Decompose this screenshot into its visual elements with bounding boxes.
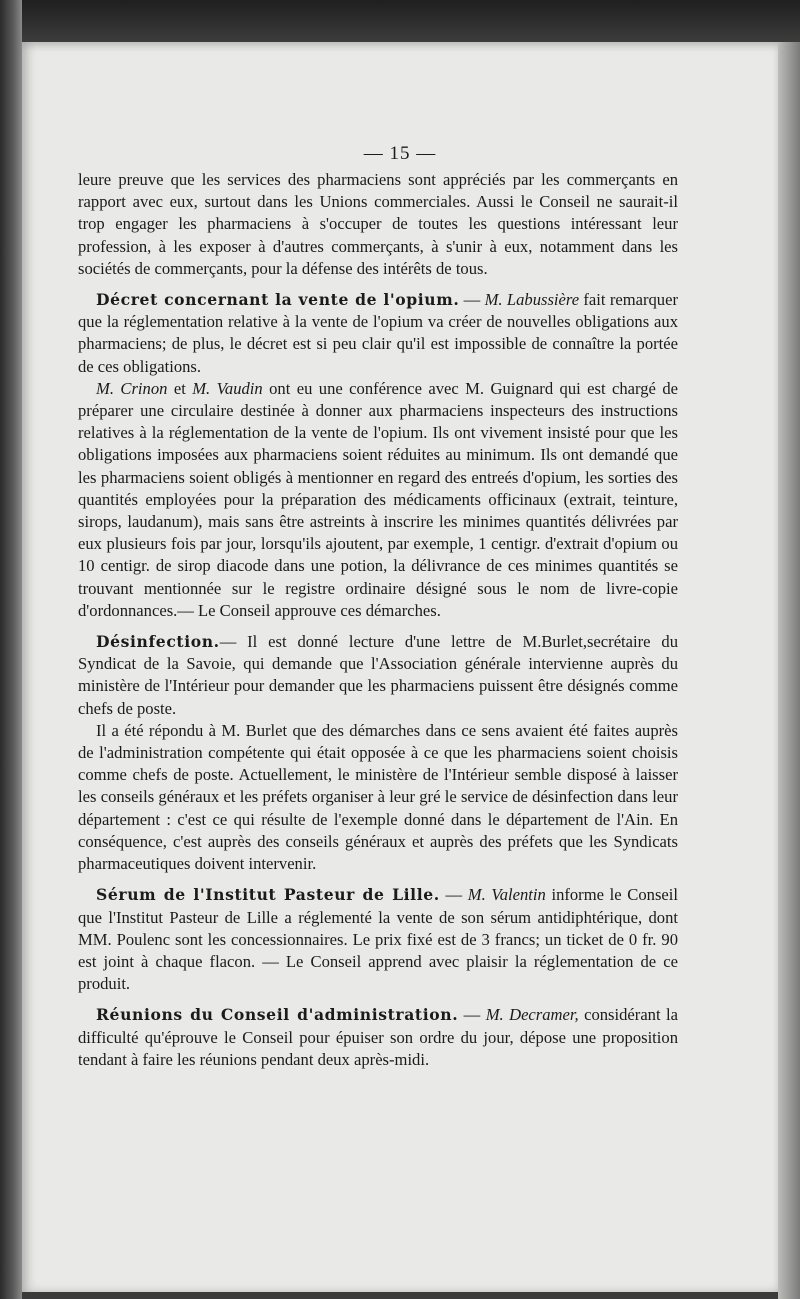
scan-left-edge	[0, 0, 22, 1299]
speaker-name: M. Decramer,	[485, 1005, 579, 1025]
paragraph-text: — Il est donné lecture d'une lettre de M.Burlet,secrétaire du Syndicat de la Savoie, qui demande que l'Association générale intervienne auprès du ministère de l'Intérieur pour demander que les pharmaciens puissent être désignés comme chefs de poste.	[78, 632, 678, 718]
paragraph-text: ont eu une conférence avec M. Guignard qui est chargé de préparer une circulaire destinée à donner aux pharmaciens inspecteurs des instructions relatives à la réglementation de la vente de l'opium. Ils ont vivement insisté pour que les obligations imposées aux pharmaciens soient réduites au minimum. Ils ont demandé que les pharmaciens soient obligés à mentionner en regard des entreés d'opium, les sorties des quantités employées pour la préparation des médicaments officinaux (extrait, teinture, sirops, laudanum), mais sans être astreints à inscrire les minimes quantités délivrées par eux plusieurs fois par jour, lorsqu'ils ajoutent, par exemple, 1 centigr. d'extrait d'opium ou 10 centigr. de sirop diacode dans une potion, la délivrance de ces minimes quantités se trouvant mentionnée sur le registre ordinaire désigné sous le nom de livre-copie d'ordonnances.— Le Conseil approuve ces démarches.	[78, 378, 678, 620]
page-number: — 15 —	[363, 143, 437, 164]
speaker-name: M. Valentin	[467, 885, 546, 905]
paragraph-intro	[78, 169, 678, 280]
section-heading-disinfection: Désinfection.	[96, 632, 220, 652]
paragraph-text: fait remarquer que la réglementation relative à la vente de l'opium va créer de nouvelles obligations aux pharmaciens; de plus, le décret est si peu clair qu'il est impossible de connaître la portée de ces obligations.	[78, 290, 678, 376]
section-heading-meetings: Réunions du Conseil d'administration.	[96, 1005, 459, 1025]
scan-top-edge	[0, 0, 800, 42]
paragraph-council-meetings	[78, 1004, 678, 1071]
speaker-name-2: M. Vaudin	[192, 378, 263, 398]
dash-separator: —	[459, 290, 485, 310]
section-heading-opium: Décret concernant la vente de l'opium.	[96, 290, 460, 310]
dash-separator: —	[458, 1005, 486, 1025]
paragraph-disinfection	[78, 631, 678, 720]
paragraph-disinfection-reply	[78, 720, 678, 875]
paragraph-text: informe le Conseil que l'Institut Pasteur de Lille a réglementé la vente de son sérum antidiphtérique, dont MM. Poulenc sont les concessionnaires. Le prix fixé est de 3 francs; un ticket de 0 fr. 90 est joint à chaque flacon. — Le Conseil apprend avec plaisir la réglementation de ce produit.	[78, 885, 679, 994]
paragraph-text: considérant la difficulté qu'éprouve le Conseil pour épuiser son ordre du jour, dépose une proposition tendant à faire les réunions pendant deux après-midi.	[78, 1005, 678, 1069]
conjunction: et	[167, 378, 193, 398]
paragraph-serum	[78, 884, 678, 995]
speaker-name: M. Labussière	[484, 290, 580, 310]
body-text	[78, 169, 678, 1071]
document-page	[22, 42, 778, 1292]
paragraph-opium-conference	[78, 378, 678, 622]
paragraph-opium-decree	[78, 289, 678, 378]
paragraph-text: leure preuve que les services des pharmaciens sont appréciés par les commerçants en rapport avec eux, surtout dans les Unions commerciales. Aussi le Conseil ne saurait-il trop engager les pharmaciens à s'occuper de toutes les questions intéressant leur profession, à les exposer à d'autres commerçants, à s'unir à eux, notamment dans les sociétés de commerçants, pour la défense des intérêts de tous.	[78, 170, 678, 278]
dash-separator: —	[439, 885, 468, 905]
speaker-name: M. Crinon	[96, 378, 168, 398]
section-heading-serum: Sérum de l'Institut Pasteur de Lille.	[96, 885, 440, 905]
paragraph-text: Il a été répondu à M. Burlet que des démarches dans ce sens avaient été faites auprès de l'administration compétente qui était opposée à ce que les pharmaciens soient choisis comme chefs de poste. Actuellement, le ministère de l'Intérieur semble disposé à laisser les conseils généraux et les préfets organiser à leur gré le service de désinfection dans leur département : c'est ce qui résulte de l'exemple donné dans le département de l'Ain. En conséquence, c'est auprès des conseils généraux et auprès des préfets que les Syndicats pharmaceutiques doivent intervenir.	[78, 720, 678, 874]
scan-right-edge	[778, 42, 800, 1299]
